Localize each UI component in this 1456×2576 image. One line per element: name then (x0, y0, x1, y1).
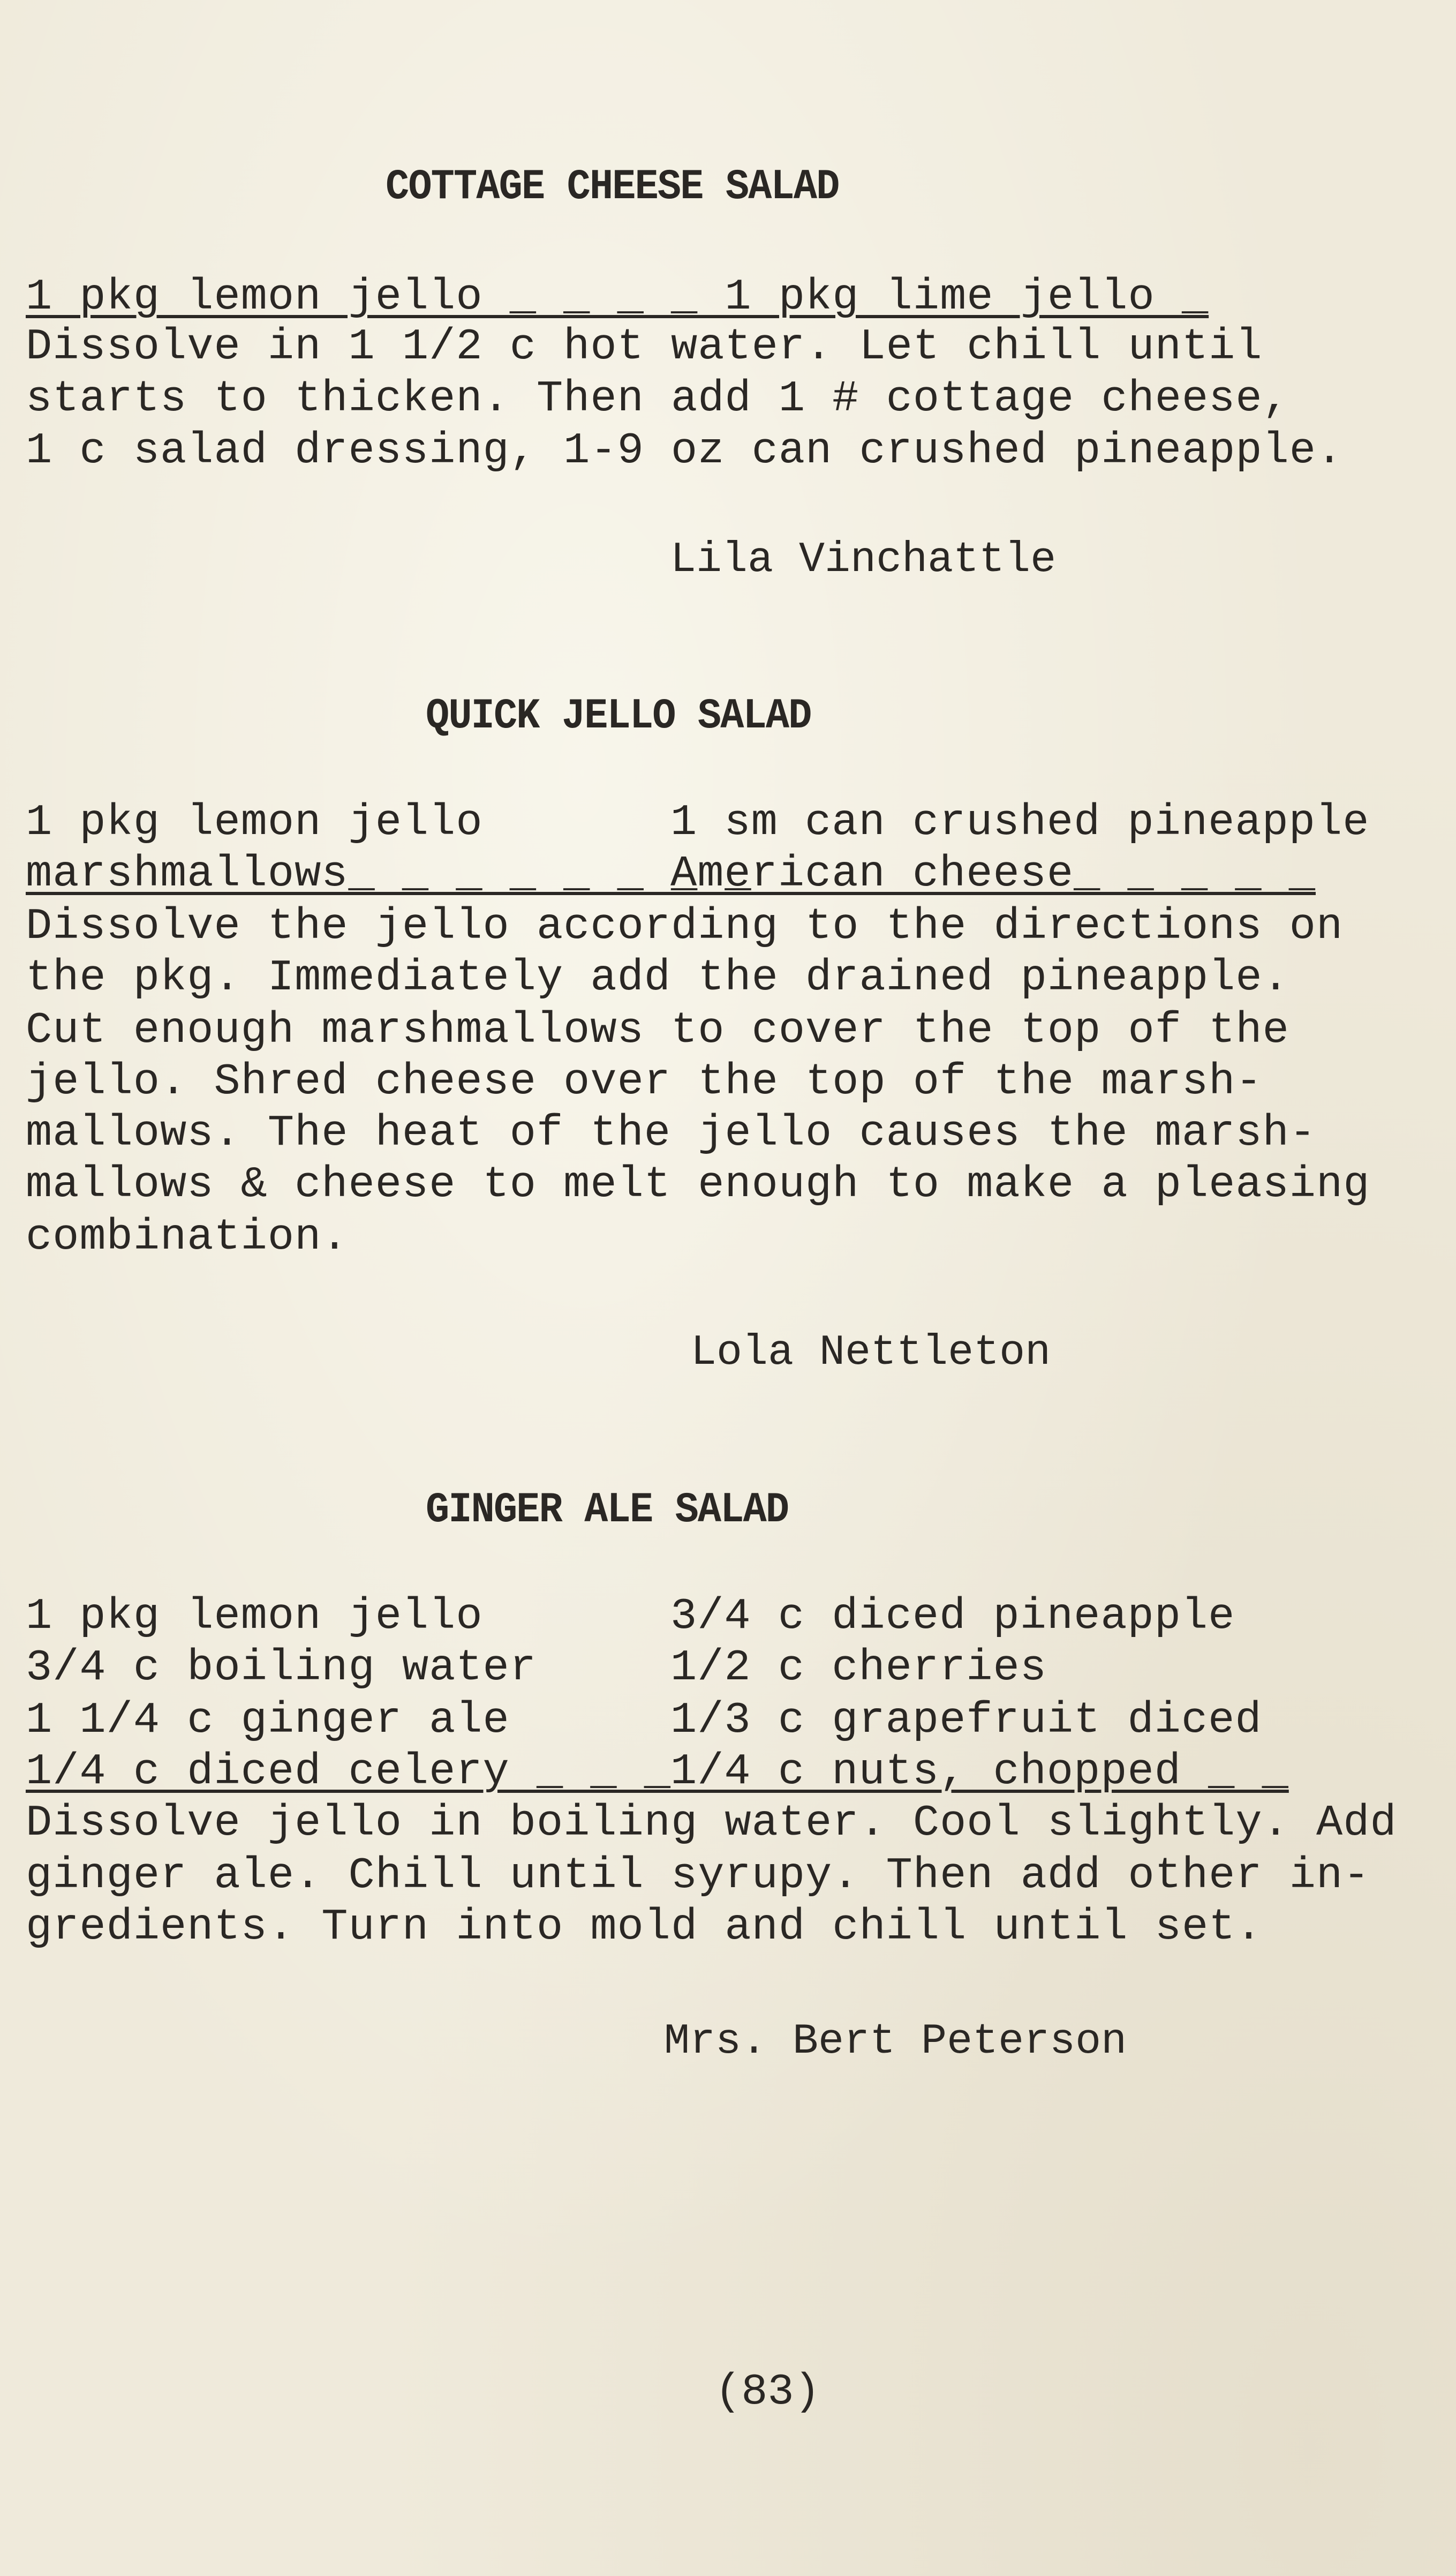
recipe-title: QUICK JELLO SALAD (426, 692, 811, 741)
ingredient-right: 1/2 c cherries (670, 1643, 1047, 1693)
ingredient-left: 3/4 c boiling water (26, 1643, 537, 1693)
direction-line: Dissolve the jello according to the directions on (26, 902, 1344, 951)
direction-line: 1 c salad dressing, 1-9 oz can crushed pineapple. (26, 426, 1344, 476)
ingredient-right: 1/4 c nuts, chopped _ _ (670, 1747, 1289, 1797)
ingredient-right: American cheese_ _ _ _ _ (670, 849, 1316, 899)
recipe-title: COTTAGE CHEESE SALAD (386, 163, 839, 212)
direction-line: ginger ale. Chill until syrupy. Then add other in- (26, 1851, 1370, 1901)
ingredient-left: 1 pkg lemon jello (26, 798, 483, 847)
page-number: (83) (715, 2367, 820, 2417)
ingredient-left: 1/4 c diced celery _ _ _ (26, 1747, 671, 1797)
ingredient-right: 3/4 c diced pineapple (670, 1591, 1235, 1641)
recipe-author: Lola Nettleton (691, 1328, 1051, 1377)
direction-line: Dissolve jello in boiling water. Cool slightly. Add (26, 1798, 1397, 1848)
recipe-author: Lila Vinchattle (670, 536, 1057, 584)
direction-line: mallows. The heat of the jello causes the marsh- (26, 1108, 1316, 1158)
ingredient-right: 1/3 c grapefruit diced (670, 1695, 1262, 1745)
ingredient-left: 1 1/4 c ginger ale (26, 1695, 510, 1745)
ingredient-left: 1 pkg lemon jello (26, 1591, 483, 1641)
ingredient-right: 1 sm can crushed pineapple (670, 798, 1370, 847)
direction-line: jello. Shred cheese over the top of the marsh- (26, 1057, 1263, 1107)
direction-line: mallows & cheese to melt enough to make a pleasing (26, 1160, 1370, 1210)
direction-line: the pkg. Immediately add the drained pineapple. (26, 953, 1289, 1003)
ingredient-left: marshmallows_ _ _ _ _ _ _ _ (26, 849, 752, 899)
recipe-title: GINGER ALE SALAD (426, 1486, 789, 1535)
direction-line: Dissolve in 1 1/2 c hot water. Let chill until (26, 322, 1263, 372)
ingredient-line: 1 pkg lemon jello _ _ _ _ 1 pkg lime jello _ (26, 272, 1209, 322)
direction-line: Cut enough marshmallows to cover the top of the (26, 1005, 1289, 1055)
direction-line: gredients. Turn into mold and chill until set. (26, 1902, 1263, 1952)
direction-line: starts to thicken. Then add 1 # cottage cheese, (26, 374, 1289, 424)
direction-line: combination. (26, 1212, 349, 1262)
recipe-author: Mrs. Bert Peterson (664, 2017, 1127, 2066)
